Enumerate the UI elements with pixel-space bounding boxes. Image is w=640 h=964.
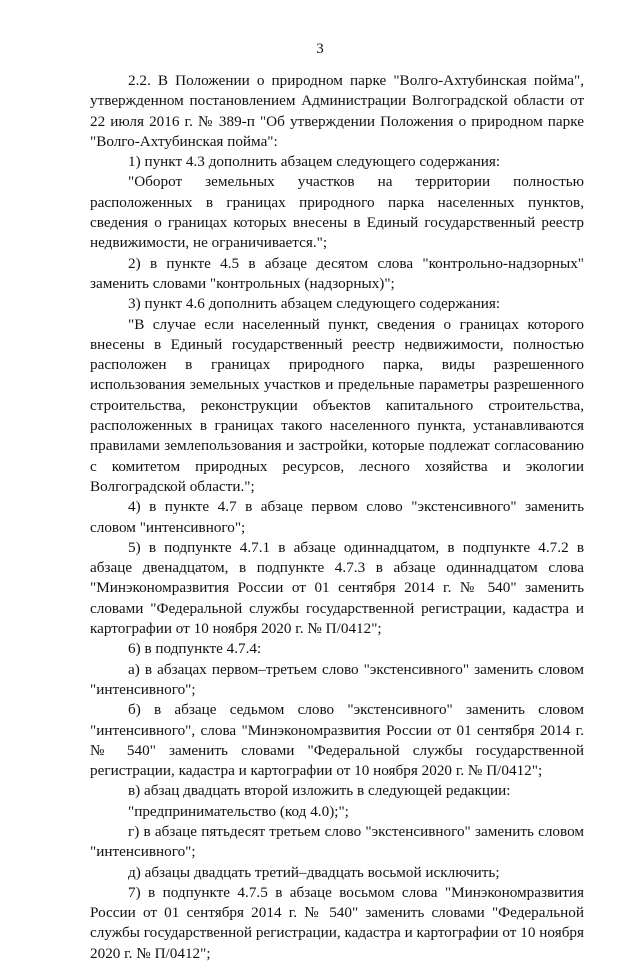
paragraph-item-4: 4) в пункте 4.7 в абзаце первом слово "экстенсивного" заменить словом "интенсивного"; bbox=[90, 498, 584, 536]
paragraph-item-6v: в) абзац двадцать второй изложить в следующей редакции: bbox=[128, 782, 511, 800]
paragraph-quote-4-3: "Оборот земельных участков на территории полностью расположенных в границах природного парка населенных пунктов, сведения о границах которых внесены в Единый государственный реестр недвижимости, не ограничивается."; bbox=[90, 173, 584, 252]
paragraph-item-6: 6) в подпункте 4.7.4: bbox=[128, 640, 262, 658]
page-number: 3 bbox=[316, 41, 324, 57]
paragraph-2-2: 2.2. В Положении о природном парке "Волго-Ахтубинская пойма", утвержденном постановлением Администрации Волгоградской области от 22 июля 2016 г. № 389-п "Об утверждении Положения о природном парке "Волго-Ахтубинская пойма": bbox=[90, 72, 584, 150]
paragraph-quote-4-0: "предпринимательство (код 4.0);"; bbox=[128, 802, 349, 820]
paragraph-item-6g: г) в абзаце пятьдесят третьем слово "экстенсивного" заменить словом "интенсивного"; bbox=[90, 822, 584, 861]
paragraph-item-6a: а) в абзацах первом–третьем слово "экстенсивного" заменить словом "интенсивного"; bbox=[90, 660, 584, 698]
paragraph-quote-4-6: "В случае если населенный пункт, сведения о границах которого внесены в Единый государственный реестр недвижимости, полностью расположен в границах природного парка, виды разрешенного использования земельных участков и предельные параметры разрешенного строительства, реконструкции объектов капитального строительства, расположенных в границах такого населенного пункта, устанавливаются правилами землепользования и застройки, которые подлежат согласованию с комитетом природных ресурсов, лесного хозяйства и экологии Волгоградской области."; bbox=[90, 315, 584, 495]
paragraph-item-6b: б) в абзаце седьмом слово "экстенсивного" заменить словом "интенсивного", слова "Минэкономразвития России от 01 сентября 2014 г. № 540" заменить словами "Федеральной службы государственной регистрации, кадастра и картографии от 10 ноября 2020 г. № П/0412"; bbox=[90, 701, 584, 780]
paragraph-item-1: 1) пункт 4.3 дополнить абзацем следующего содержания: bbox=[128, 153, 501, 171]
document-body bbox=[90, 71, 584, 964]
paragraph-item-2: 2) в пункте 4.5 в абзаце десятом слова "контрольно-надзорных" заменить словами "контрольных (надзорных)"; bbox=[90, 254, 584, 292]
paragraph-item-6d: д) абзацы двадцать третий–двадцать восьмой исключить; bbox=[128, 863, 500, 881]
paragraph-item-7: 7) в подпункте 4.7.5 в абзаце восьмом слова "Минэкономразвития России от 01 сентября 2014 г. № 540" заменить словами "Федеральной службы государственной регистрации, кадастра и картографии от 10 ноября 2020 г. № П/0412"; bbox=[90, 883, 584, 962]
paragraph-item-5: 5) в подпункте 4.7.1 в абзаце одиннадцатом, в подпункте 4.7.2 в абзаце двенадцатом, в подпункте 4.7.3 в абзаце одиннадцатом слова "Минэкономразвития России от 01 сентября 2014 г. № 540" заменить словами "Федеральной службы государственной регистрации, кадастра и картографии от 10 ноября 2020 г. № П/0412"; bbox=[90, 538, 584, 638]
paragraph-item-3: 3) пункт 4.6 дополнить абзацем следующего содержания: bbox=[128, 295, 501, 313]
